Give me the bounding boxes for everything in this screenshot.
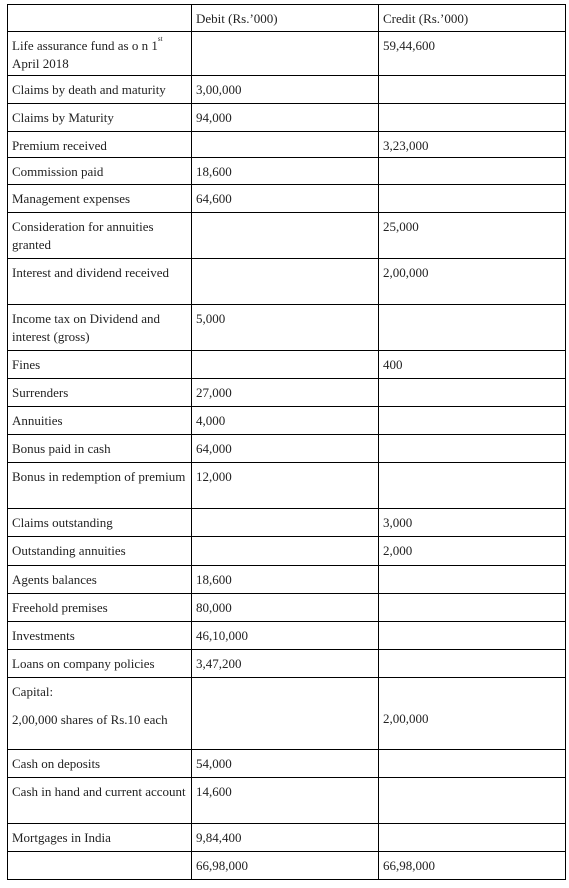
row-label: Consideration for annuities granted — [8, 213, 192, 259]
totals-row — [8, 852, 566, 880]
row-debit — [192, 351, 379, 379]
row-debit: 12,000 — [192, 463, 379, 509]
row-credit — [379, 407, 566, 435]
row-debit: 9,84,400 — [192, 824, 379, 852]
row-credit — [379, 566, 566, 594]
row-debit: 46,10,000 — [192, 622, 379, 650]
row-debit: 3,00,000 — [192, 76, 379, 104]
row-debit: 4,000 — [192, 407, 379, 435]
row-credit — [379, 778, 566, 824]
table-row — [8, 32, 566, 76]
row-label: Outstanding annuities — [8, 537, 192, 566]
row-label: Bonus paid in cash — [8, 435, 192, 463]
row-label: Surrenders — [8, 379, 192, 407]
row-credit: 400 — [379, 351, 566, 379]
row-label — [8, 32, 192, 76]
table-row — [8, 537, 566, 566]
row-label: Mortgages in India — [8, 824, 192, 852]
table-row — [8, 463, 566, 509]
table-row — [8, 351, 566, 379]
table-row — [8, 650, 566, 678]
row-credit — [379, 104, 566, 132]
row-credit — [379, 76, 566, 104]
row-credit — [379, 650, 566, 678]
row-debit: 54,000 — [192, 750, 379, 778]
row-label: Freehold premises — [8, 594, 192, 622]
header-debit: Debit (Rs.’000) — [192, 5, 379, 32]
table-row — [8, 104, 566, 132]
table-row — [8, 132, 566, 158]
header-credit: Credit (Rs.’000) — [379, 5, 566, 32]
row-debit — [192, 537, 379, 566]
row-debit — [192, 509, 379, 537]
capital-shares-text: 2,00,000 shares of Rs.10 each — [12, 711, 168, 727]
row-label-superscript: st — [157, 35, 163, 43]
table-row — [8, 158, 566, 185]
totals-credit: 66,98,000 — [379, 852, 566, 880]
table-row — [8, 407, 566, 435]
table-row — [8, 305, 566, 351]
header-blank-cell — [8, 5, 192, 32]
row-debit: 5,000 — [192, 305, 379, 351]
row-label: Cash in hand and current account — [8, 778, 192, 824]
row-credit — [379, 622, 566, 650]
row-label: Loans on company policies — [8, 650, 192, 678]
row-credit — [379, 463, 566, 509]
row-label: Interest and dividend received — [8, 259, 192, 305]
row-credit: 59,44,600 — [379, 32, 566, 76]
row-debit: 64,000 — [192, 435, 379, 463]
row-label: Fines — [8, 351, 192, 379]
table-row — [8, 778, 566, 824]
table-row — [8, 213, 566, 259]
row-debit: 64,600 — [192, 185, 379, 213]
table-row — [8, 76, 566, 104]
row-label: Commission paid — [8, 158, 192, 185]
row-debit: 80,000 — [192, 594, 379, 622]
totals-debit: 66,98,000 — [192, 852, 379, 880]
table-row — [8, 379, 566, 407]
row-debit: 14,600 — [192, 778, 379, 824]
row-debit — [192, 132, 379, 158]
row-credit: 2,00,000 — [379, 259, 566, 305]
table-row — [8, 435, 566, 463]
trial-balance-table — [7, 4, 566, 880]
table-row — [8, 594, 566, 622]
row-debit — [192, 678, 379, 750]
row-label: Income tax on Dividend and interest (gross) — [8, 305, 192, 351]
table-row — [8, 824, 566, 852]
row-label-line2: April 2018 — [12, 55, 69, 71]
row-label: Agents balances — [8, 566, 192, 594]
table-row — [8, 509, 566, 537]
row-label: Bonus in redemption of premium — [8, 463, 192, 509]
row-label: Claims by death and maturity — [8, 76, 192, 104]
row-credit: 3,23,000 — [379, 132, 566, 158]
row-credit — [379, 435, 566, 463]
row-debit: 3,47,200 — [192, 650, 379, 678]
row-credit: 3,000 — [379, 509, 566, 537]
row-label: Claims outstanding — [8, 509, 192, 537]
row-credit — [379, 379, 566, 407]
row-credit — [379, 158, 566, 185]
row-credit — [379, 750, 566, 778]
table-row — [8, 622, 566, 650]
row-debit: 18,600 — [192, 158, 379, 185]
row-debit — [192, 259, 379, 305]
table-row — [8, 259, 566, 305]
capital-heading: Capital: — [12, 684, 54, 699]
table-row — [8, 566, 566, 594]
row-credit — [379, 305, 566, 351]
row-credit — [379, 185, 566, 213]
row-credit: 2,000 — [379, 537, 566, 566]
row-debit — [192, 32, 379, 76]
table-row — [8, 678, 566, 750]
table-row — [8, 185, 566, 213]
row-debit: 27,000 — [192, 379, 379, 407]
row-label — [8, 678, 192, 750]
row-label-text: Life assurance fund as o n 1 — [12, 38, 158, 53]
row-credit — [379, 594, 566, 622]
row-debit: 94,000 — [192, 104, 379, 132]
row-credit: 25,000 — [379, 213, 566, 259]
row-debit — [192, 213, 379, 259]
row-label: Investments — [8, 622, 192, 650]
row-label: Management expenses — [8, 185, 192, 213]
row-debit: 18,600 — [192, 566, 379, 594]
table-header-row — [8, 5, 566, 32]
row-credit: 2,00,000 — [379, 678, 566, 750]
row-label: Cash on deposits — [8, 750, 192, 778]
row-label: Claims by Maturity — [8, 104, 192, 132]
totals-label — [8, 852, 192, 880]
row-label: Annuities — [8, 407, 192, 435]
table-row — [8, 750, 566, 778]
row-credit — [379, 824, 566, 852]
row-label: Premium received — [8, 132, 192, 158]
